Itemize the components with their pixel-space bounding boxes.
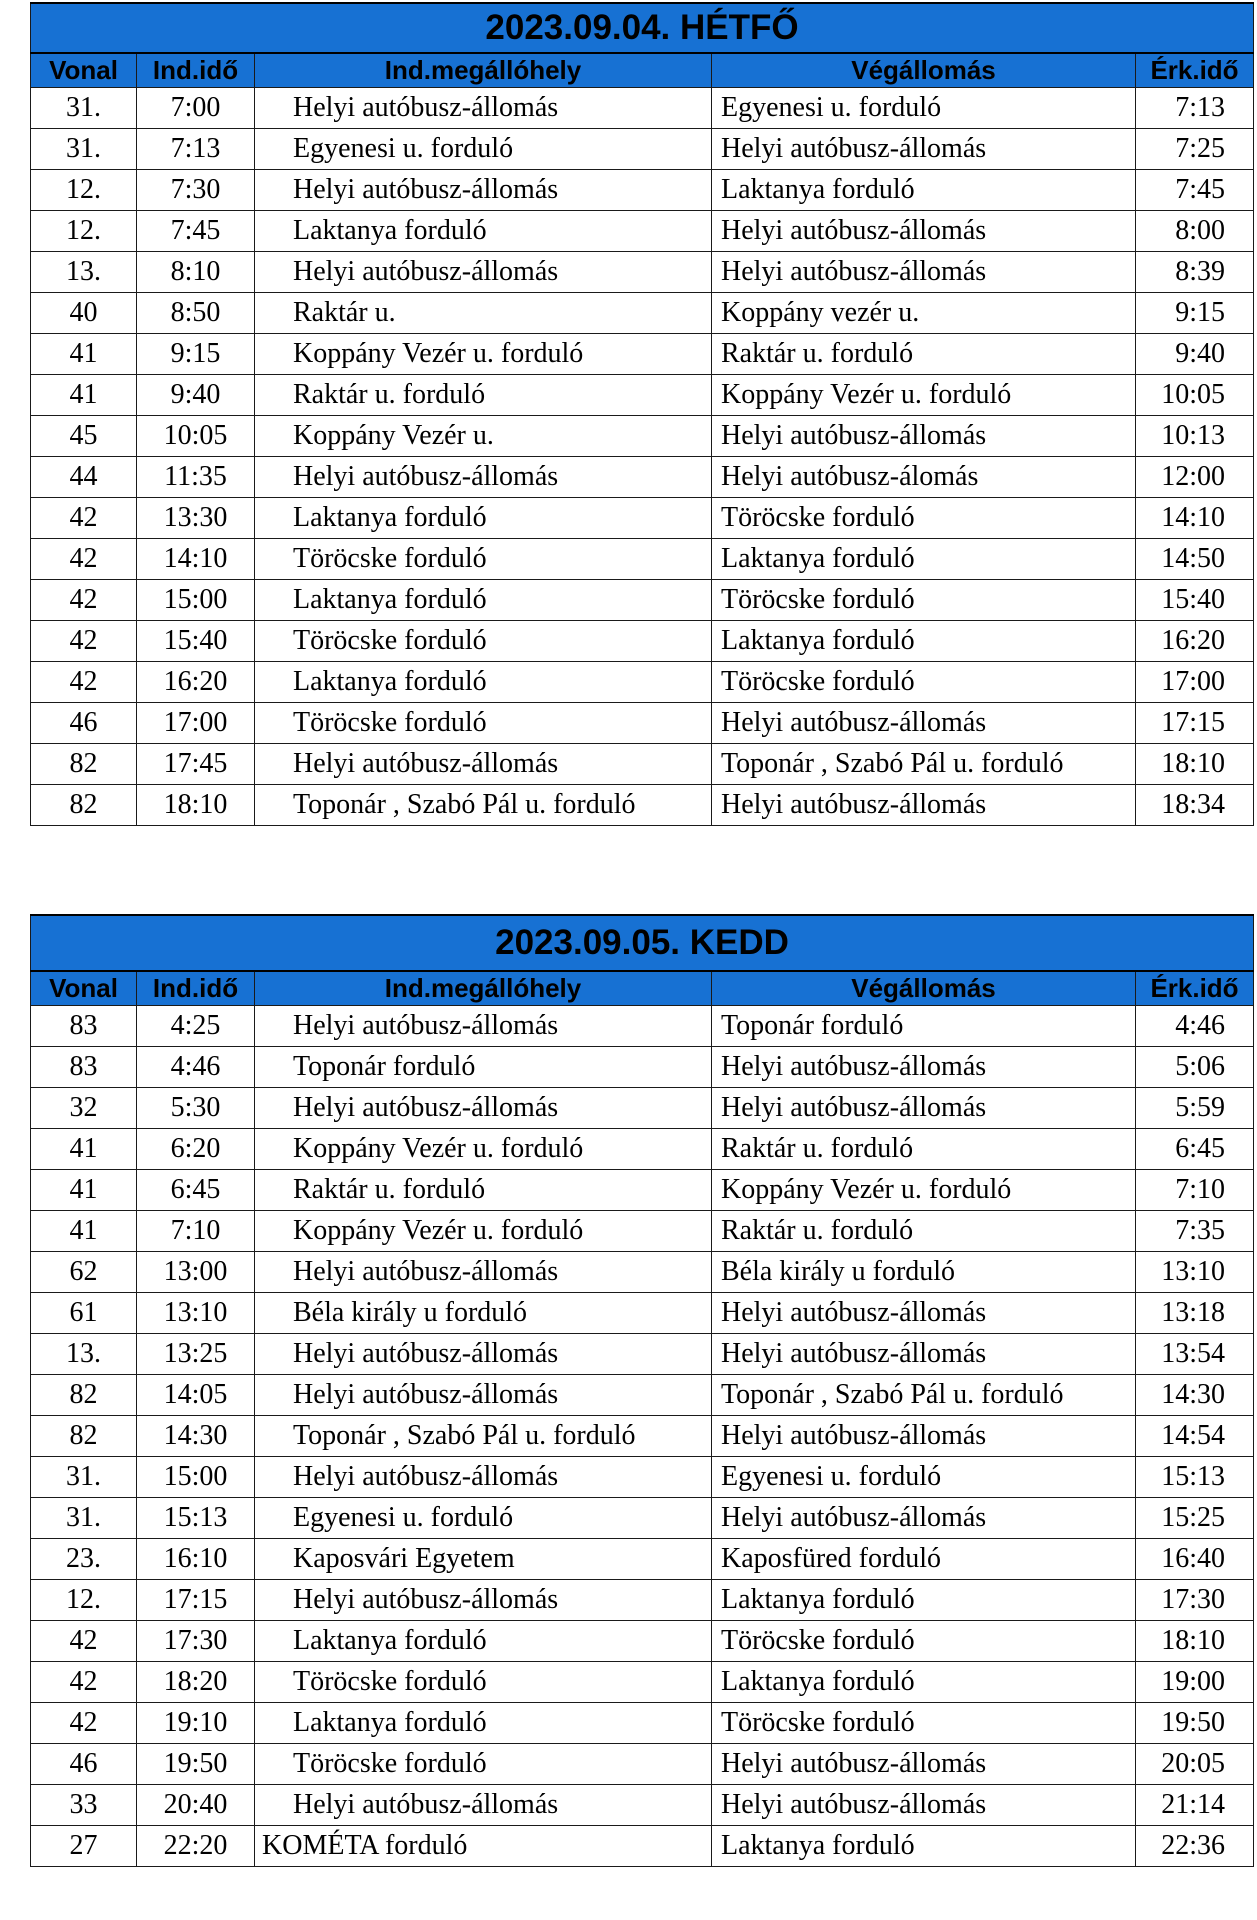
line-number: 23.: [31, 1538, 137, 1579]
line-number: 27: [31, 1825, 137, 1866]
table-row: [31, 1784, 1254, 1825]
table-row: [31, 374, 1254, 415]
departure-stop: Koppány Vezér u. forduló: [255, 1210, 712, 1251]
terminus: Koppány Vezér u. forduló: [712, 1169, 1136, 1210]
line-number: 46: [31, 702, 137, 743]
departure-stop: Béla király u forduló: [255, 1292, 712, 1333]
table-row: [31, 1169, 1254, 1210]
departure-stop: Helyi autóbusz-állomás: [255, 251, 712, 292]
departure-time: 16:10: [137, 1538, 255, 1579]
table-row: [31, 579, 1254, 620]
table-row: [31, 87, 1254, 128]
terminus: Toponár forduló: [712, 1005, 1136, 1046]
departure-stop: Töröcske forduló: [255, 1661, 712, 1702]
departure-time: 17:30: [137, 1620, 255, 1661]
col-header-terminus: Végállomás: [712, 971, 1136, 1005]
departure-stop: Koppány Vezér u.: [255, 415, 712, 456]
terminus: Toponár , Szabó Pál u. forduló: [712, 1374, 1136, 1415]
line-number: 41: [31, 333, 137, 374]
terminus: Helyi autóbusz-állomás: [712, 128, 1136, 169]
terminus: Koppány vezér u.: [712, 292, 1136, 333]
departure-stop: Laktanya forduló: [255, 1702, 712, 1743]
table-row: [31, 1579, 1254, 1620]
departure-stop: Helyi autóbusz-állomás: [255, 1005, 712, 1046]
departure-time: 4:46: [137, 1046, 255, 1087]
terminus: Egyenesi u. forduló: [712, 1456, 1136, 1497]
departure-time: 9:15: [137, 333, 255, 374]
departure-time: 5:30: [137, 1087, 255, 1128]
col-header-line: Vonal: [31, 971, 137, 1005]
line-number: 82: [31, 743, 137, 784]
terminus: Laktanya forduló: [712, 169, 1136, 210]
arrival-time: 15:40: [1136, 579, 1254, 620]
line-number: 42: [31, 1702, 137, 1743]
terminus: Töröcske forduló: [712, 579, 1136, 620]
arrival-time: 14:54: [1136, 1415, 1254, 1456]
col-header-arrival-time: Érk.idő: [1136, 971, 1254, 1005]
line-number: 44: [31, 456, 137, 497]
table-row: [31, 1415, 1254, 1456]
terminus: Helyi autóbusz-állomás: [712, 702, 1136, 743]
table-row: [31, 1620, 1254, 1661]
arrival-time: 10:05: [1136, 374, 1254, 415]
terminus: Helyi autóbusz-állomás: [712, 1784, 1136, 1825]
departure-time: 14:30: [137, 1415, 255, 1456]
line-number: 13.: [31, 1333, 137, 1374]
line-number: 42: [31, 661, 137, 702]
line-number: 42: [31, 1620, 137, 1661]
departure-time: 6:20: [137, 1128, 255, 1169]
departure-time: 17:45: [137, 743, 255, 784]
table-row: [31, 497, 1254, 538]
line-number: 13.: [31, 251, 137, 292]
departure-stop: Toponár , Szabó Pál u. forduló: [255, 784, 712, 825]
departure-time: 14:10: [137, 538, 255, 579]
schedule-table-monday: [30, 2, 1254, 826]
departure-stop: Raktár u. forduló: [255, 1169, 712, 1210]
line-number: 42: [31, 579, 137, 620]
departure-time: 16:20: [137, 661, 255, 702]
arrival-time: 17:00: [1136, 661, 1254, 702]
line-number: 41: [31, 1169, 137, 1210]
arrival-time: 20:05: [1136, 1743, 1254, 1784]
arrival-time: 13:54: [1136, 1333, 1254, 1374]
table-row: [31, 1456, 1254, 1497]
arrival-time: 7:13: [1136, 87, 1254, 128]
line-number: 31.: [31, 128, 137, 169]
departure-stop: Helyi autóbusz-állomás: [255, 87, 712, 128]
table-row: [31, 1661, 1254, 1702]
table-row: [31, 1087, 1254, 1128]
terminus: Laktanya forduló: [712, 538, 1136, 579]
arrival-time: 7:35: [1136, 1210, 1254, 1251]
arrival-time: 7:10: [1136, 1169, 1254, 1210]
departure-stop: Laktanya forduló: [255, 1620, 712, 1661]
table-row: [31, 1825, 1254, 1866]
departure-stop: Helyi autóbusz-állomás: [255, 1579, 712, 1620]
arrival-time: 22:36: [1136, 1825, 1254, 1866]
departure-time: 15:00: [137, 1456, 255, 1497]
col-header-arrival-time: Érk.idő: [1136, 53, 1254, 87]
terminus: Helyi autóbusz-állomás: [712, 210, 1136, 251]
arrival-time: 9:40: [1136, 333, 1254, 374]
departure-time: 13:10: [137, 1292, 255, 1333]
departure-stop: Helyi autóbusz-állomás: [255, 743, 712, 784]
departure-time: 19:50: [137, 1743, 255, 1784]
terminus: Helyi autóbusz-állomás: [712, 1292, 1136, 1333]
col-header-line: Vonal: [31, 53, 137, 87]
departure-stop: Helyi autóbusz-állomás: [255, 1374, 712, 1415]
terminus: Béla király u forduló: [712, 1251, 1136, 1292]
col-header-terminus: Végállomás: [712, 53, 1136, 87]
line-number: 82: [31, 1415, 137, 1456]
arrival-time: 15:13: [1136, 1456, 1254, 1497]
terminus: Helyi autóbusz-állomás: [712, 1046, 1136, 1087]
col-header-departure-time: Ind.idő: [137, 53, 255, 87]
terminus: Helyi autóbusz-állomás: [712, 1497, 1136, 1538]
departure-stop: Töröcske forduló: [255, 538, 712, 579]
arrival-time: 6:45: [1136, 1128, 1254, 1169]
terminus: Laktanya forduló: [712, 1825, 1136, 1866]
arrival-time: 15:25: [1136, 1497, 1254, 1538]
arrival-time: 14:10: [1136, 497, 1254, 538]
arrival-time: 18:34: [1136, 784, 1254, 825]
arrival-time: 8:39: [1136, 251, 1254, 292]
departure-stop: Helyi autóbusz-állomás: [255, 1333, 712, 1374]
terminus: Kaposfüred forduló: [712, 1538, 1136, 1579]
departure-time: 8:50: [137, 292, 255, 333]
departure-stop: Toponár forduló: [255, 1046, 712, 1087]
schedule-table-tuesday: [30, 914, 1254, 1867]
col-header-departure-time: Ind.idő: [137, 971, 255, 1005]
table-row: [31, 415, 1254, 456]
arrival-time: 5:06: [1136, 1046, 1254, 1087]
departure-stop: Helyi autóbusz-állomás: [255, 1251, 712, 1292]
arrival-time: 16:40: [1136, 1538, 1254, 1579]
line-number: 82: [31, 1374, 137, 1415]
departure-time: 7:10: [137, 1210, 255, 1251]
table-row: [31, 1046, 1254, 1087]
table-row: [31, 1005, 1254, 1046]
departure-stop: Koppány Vezér u. forduló: [255, 1128, 712, 1169]
terminus: Helyi autóbusz-állomás: [712, 415, 1136, 456]
departure-stop: Raktár u. forduló: [255, 374, 712, 415]
departure-time: 7:13: [137, 128, 255, 169]
line-number: 32: [31, 1087, 137, 1128]
table-row: [31, 1538, 1254, 1579]
col-header-departure-stop: Ind.megállóhely: [255, 971, 712, 1005]
line-number: 40: [31, 292, 137, 333]
line-number: 12.: [31, 210, 137, 251]
table-row: [31, 1251, 1254, 1292]
departure-time: 7:30: [137, 169, 255, 210]
table-row: [31, 210, 1254, 251]
table-row: [31, 1743, 1254, 1784]
departure-stop: Helyi autóbusz-állomás: [255, 1087, 712, 1128]
arrival-time: 19:00: [1136, 1661, 1254, 1702]
departure-time: 11:35: [137, 456, 255, 497]
departure-stop: Helyi autóbusz-állomás: [255, 456, 712, 497]
table-row: [31, 169, 1254, 210]
line-number: 12.: [31, 169, 137, 210]
departure-time: 15:13: [137, 1497, 255, 1538]
table-row: [31, 1210, 1254, 1251]
terminus: Helyi autóbusz-állomás: [712, 1415, 1136, 1456]
line-number: 41: [31, 1128, 137, 1169]
departure-time: 7:45: [137, 210, 255, 251]
arrival-time: 12:00: [1136, 456, 1254, 497]
arrival-time: 10:13: [1136, 415, 1254, 456]
table-row: [31, 702, 1254, 743]
table-row: [31, 128, 1254, 169]
line-number: 42: [31, 620, 137, 661]
table-row: [31, 538, 1254, 579]
departure-time: 17:00: [137, 702, 255, 743]
departure-time: 15:00: [137, 579, 255, 620]
table-row: [31, 1128, 1254, 1169]
table-row: [31, 661, 1254, 702]
departure-stop: Egyenesi u. forduló: [255, 128, 712, 169]
departure-time: 13:30: [137, 497, 255, 538]
line-number: 12.: [31, 1579, 137, 1620]
terminus: Helyi autóbusz-állomás: [712, 1087, 1136, 1128]
departure-time: 13:00: [137, 1251, 255, 1292]
terminus: Töröcske forduló: [712, 661, 1136, 702]
line-number: 46: [31, 1743, 137, 1784]
terminus: Helyi autóbusz-állomás: [712, 1333, 1136, 1374]
departure-time: 9:40: [137, 374, 255, 415]
terminus: Töröcske forduló: [712, 497, 1136, 538]
line-number: 42: [31, 497, 137, 538]
departure-stop: Koppány Vezér u. forduló: [255, 333, 712, 374]
table-row: [31, 1702, 1254, 1743]
day-title: 2023.09.04. HÉTFŐ: [31, 3, 1254, 53]
table-row: [31, 743, 1254, 784]
line-number: 83: [31, 1005, 137, 1046]
departure-time: 7:00: [137, 87, 255, 128]
line-number: 31.: [31, 1497, 137, 1538]
departure-time: 17:15: [137, 1579, 255, 1620]
departure-stop: Laktanya forduló: [255, 210, 712, 251]
line-number: 62: [31, 1251, 137, 1292]
departure-stop: Raktár u.: [255, 292, 712, 333]
departure-time: 15:40: [137, 620, 255, 661]
line-number: 31.: [31, 1456, 137, 1497]
line-number: 61: [31, 1292, 137, 1333]
arrival-time: 16:20: [1136, 620, 1254, 661]
departure-time: 6:45: [137, 1169, 255, 1210]
terminus: Toponár , Szabó Pál u. forduló: [712, 743, 1136, 784]
line-number: 42: [31, 1661, 137, 1702]
departure-time: 20:40: [137, 1784, 255, 1825]
terminus: Laktanya forduló: [712, 1579, 1136, 1620]
terminus: Helyi autóbusz-állomás: [712, 251, 1136, 292]
arrival-time: 19:50: [1136, 1702, 1254, 1743]
table-row: [31, 292, 1254, 333]
arrival-time: 13:18: [1136, 1292, 1254, 1333]
departure-time: 18:20: [137, 1661, 255, 1702]
terminus: Raktár u. forduló: [712, 1210, 1136, 1251]
table-row: [31, 456, 1254, 497]
arrival-time: 18:10: [1136, 1620, 1254, 1661]
departure-stop: Egyenesi u. forduló: [255, 1497, 712, 1538]
departure-stop: Laktanya forduló: [255, 497, 712, 538]
arrival-time: 13:10: [1136, 1251, 1254, 1292]
table-row: [31, 333, 1254, 374]
departure-time: 10:05: [137, 415, 255, 456]
table-row: [31, 784, 1254, 825]
line-number: 41: [31, 374, 137, 415]
terminus: Helyi autóbusz-állomás: [712, 1743, 1136, 1784]
arrival-time: 9:15: [1136, 292, 1254, 333]
departure-stop: KOMÉTA forduló: [255, 1825, 712, 1866]
terminus: Töröcske forduló: [712, 1620, 1136, 1661]
terminus: Koppány Vezér u. forduló: [712, 374, 1136, 415]
line-number: 82: [31, 784, 137, 825]
departure-time: 22:20: [137, 1825, 255, 1866]
line-number: 45: [31, 415, 137, 456]
arrival-time: 14:50: [1136, 538, 1254, 579]
departure-stop: Töröcske forduló: [255, 620, 712, 661]
departure-stop: Töröcske forduló: [255, 1743, 712, 1784]
departure-stop: Laktanya forduló: [255, 661, 712, 702]
departure-stop: Helyi autóbusz-állomás: [255, 1784, 712, 1825]
arrival-time: 14:30: [1136, 1374, 1254, 1415]
terminus: Egyenesi u. forduló: [712, 87, 1136, 128]
terminus: Helyi autóbusz-állomás: [712, 784, 1136, 825]
table-row: [31, 1292, 1254, 1333]
departure-time: 4:25: [137, 1005, 255, 1046]
terminus: Raktár u. forduló: [712, 333, 1136, 374]
line-number: 42: [31, 538, 137, 579]
departure-stop: Laktanya forduló: [255, 579, 712, 620]
terminus: Raktár u. forduló: [712, 1128, 1136, 1169]
table-row: [31, 620, 1254, 661]
departure-stop: Töröcske forduló: [255, 702, 712, 743]
table-row: [31, 1374, 1254, 1415]
arrival-time: 17:15: [1136, 702, 1254, 743]
departure-time: 19:10: [137, 1702, 255, 1743]
table-row: [31, 251, 1254, 292]
line-number: 83: [31, 1046, 137, 1087]
departure-time: 8:10: [137, 251, 255, 292]
terminus: Helyi autóbusz-álomás: [712, 456, 1136, 497]
arrival-time: 17:30: [1136, 1579, 1254, 1620]
terminus: Laktanya forduló: [712, 620, 1136, 661]
departure-stop: Toponár , Szabó Pál u. forduló: [255, 1415, 712, 1456]
table-row: [31, 1497, 1254, 1538]
arrival-time: 7:25: [1136, 128, 1254, 169]
col-header-departure-stop: Ind.megállóhely: [255, 53, 712, 87]
terminus: Töröcske forduló: [712, 1702, 1136, 1743]
line-number: 41: [31, 1210, 137, 1251]
departure-time: 18:10: [137, 784, 255, 825]
table-row: [31, 1333, 1254, 1374]
arrival-time: 4:46: [1136, 1005, 1254, 1046]
departure-stop: Kaposvári Egyetem: [255, 1538, 712, 1579]
departure-time: 14:05: [137, 1374, 255, 1415]
terminus: Laktanya forduló: [712, 1661, 1136, 1702]
departure-time: 13:25: [137, 1333, 255, 1374]
arrival-time: 18:10: [1136, 743, 1254, 784]
day-title: 2023.09.05. KEDD: [31, 915, 1254, 971]
arrival-time: 8:00: [1136, 210, 1254, 251]
departure-stop: Helyi autóbusz-állomás: [255, 169, 712, 210]
departure-stop: Helyi autóbusz-állomás: [255, 1456, 712, 1497]
line-number: 33: [31, 1784, 137, 1825]
arrival-time: 7:45: [1136, 169, 1254, 210]
line-number: 31.: [31, 87, 137, 128]
arrival-time: 21:14: [1136, 1784, 1254, 1825]
arrival-time: 5:59: [1136, 1087, 1254, 1128]
